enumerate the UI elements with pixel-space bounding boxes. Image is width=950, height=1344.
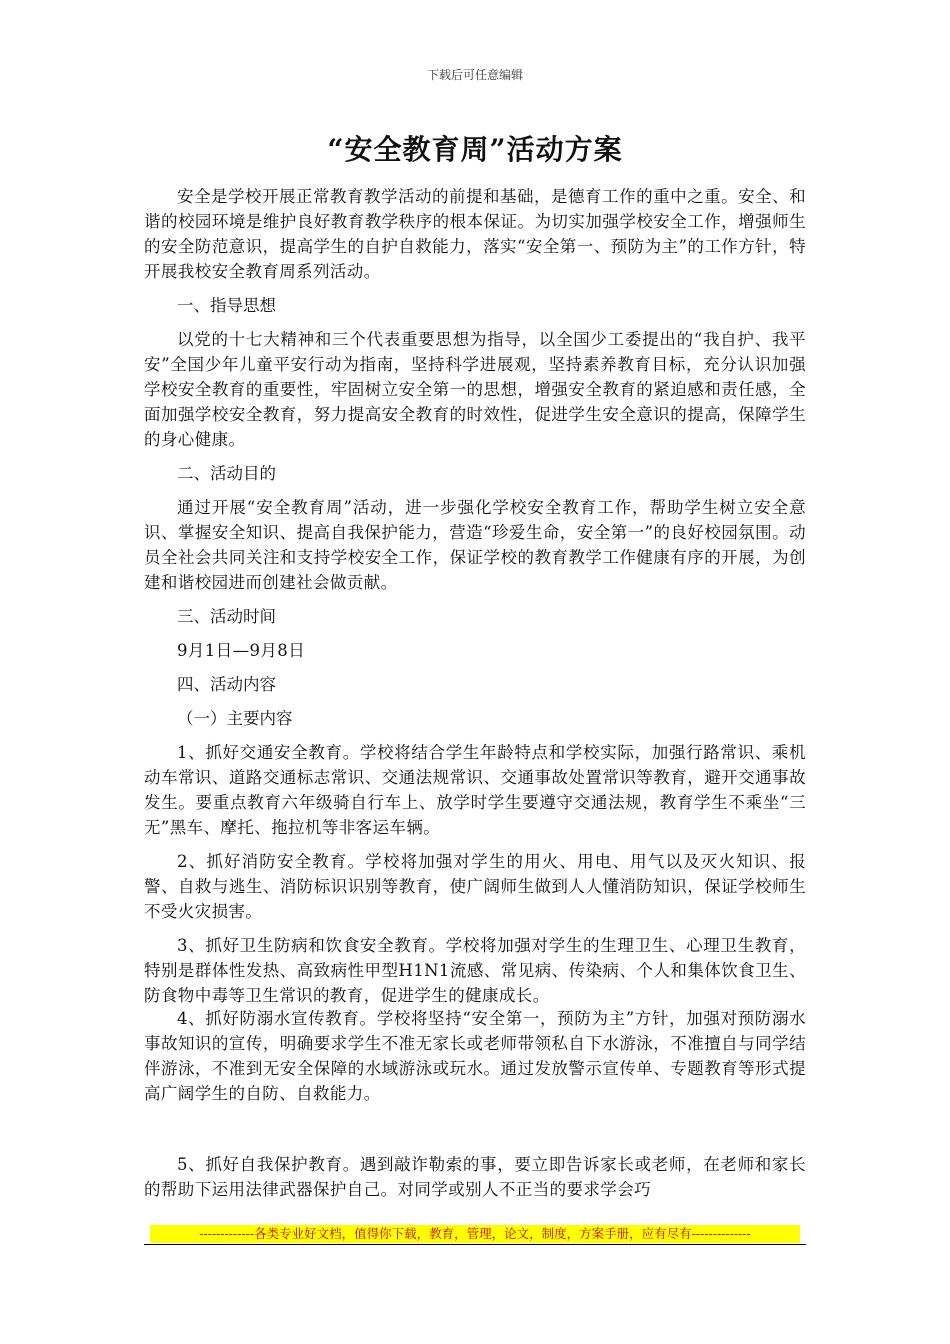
guiding-ideology-paragraph: 以党的十七大精神和三个代表重要思想为指导，以全国少工委提出的“我自护、我平安”全国少年儿童平安行动为指南，坚持科学进展观，坚持素养教育目标，充分认识加强学校安全教育的重要性，牢固树立安全第一的思想，增强安全教育的紧迫感和责任感，全面加强学校安全教育，努力提高安全教育的时效性，促进学生安全意识的提高，保障学生的身心健康。 bbox=[144, 330, 806, 449]
item-traffic-safety: 1、抓好交通安全教育。学校将结合学生年龄特点和学校实际，加强行路常识、乘机动车常识、道路交通标志常识、交通法规常识、交通事故处置常识等教育，避开交通事故发生。要重点教育六年级骑自行车上、放学时学生要遵守交通法规，教育学生不乘坐“三无”黑车、摩托、拖拉机等非客运车辆。 bbox=[144, 743, 806, 837]
item-drowning-prevention: 4、抓好防溺水宣传教育。学校将坚持“安全第一，预防为主”方针，加强对预防溺水事故知识的宣传，明确要求学生不准无家长或老师带领私自下水游泳，不准擅自与同学结伴游泳，不准到无安全保障的水域游泳或玩水。通过发放警示宣传单、专题教育等形式提高广阔学生的自防、自救能力。 bbox=[144, 1009, 806, 1103]
subheading-main-content: （一）主要内容 bbox=[177, 709, 293, 728]
section-heading-guiding-ideology: 一、指导思想 bbox=[177, 296, 276, 315]
intro-paragraph: 安全是学校开展正常教育教学活动的前提和基础，是德育工作的重中之重。安全、和谐的校园环境是维护良好教育教学秩序的根本保证。为切实加强学校安全工作，增强师生的安全防范意识，提高学生的自护自救能力，落实“安全第一、预防为主”的工作方针，特开展我校安全教育周系列活动。 bbox=[144, 187, 806, 281]
item-fire-safety: 2、抓好消防安全教育。学校将加强对学生的用火、用电、用气以及灭火知识、报警、自救与逃生、消防标识识别等教育，使广阔师生做到人人懂消防知识，保证学校师生不受火灾损害。 bbox=[144, 852, 806, 921]
item-self-protection: 5、抓好自我保护教育。遇到敲诈勒索的事，要立即告诉家长或老师，在老师和家长的帮助下运用法律武器保护自己。对同学或别人不正当的要求学会巧 bbox=[144, 1155, 806, 1199]
purpose-paragraph: 通过开展“安全教育周”活动，进一步强化学校安全教育工作，帮助学生树立安全意识、掌握安全知识、提高自我保护能力，营造“珍爱生命，安全第一”的良好校园氛围。动员全社会共同关注和支持学校安全工作，保证学校的教育教学工作健康有序的开展，为创建和谐校园进而创建社会做贡献。 bbox=[144, 498, 806, 592]
header-note: 下载后可任意编辑 bbox=[426, 68, 523, 82]
section-heading-time: 三、活动时间 bbox=[177, 607, 276, 626]
activity-dates: 9月1日—9月8日 bbox=[177, 641, 306, 660]
document-body bbox=[144, 184, 806, 1017]
document-body-continued bbox=[144, 1006, 806, 1115]
footer-divider bbox=[144, 1244, 806, 1245]
page-bottom-clip bbox=[144, 1152, 806, 1210]
section-heading-purpose: 二、活动目的 bbox=[177, 464, 276, 483]
item-health-food-safety: 3、抓好卫生防病和饮食安全教育。学校将加强对学生的生理卫生、心理卫生教育，特别是群体性发热、高致病性甲型H1N1流感、常见病、传染病、个人和集体饮食卫生、防食物中毒等卫生常识的教育，促进学生的健康成长。 bbox=[144, 936, 806, 1005]
document-title: “安全教育周”活动方案 bbox=[327, 133, 623, 166]
section-heading-content: 四、活动内容 bbox=[177, 675, 276, 694]
footer-banner: -------------各类专业好文档，值得你下载，教育，管理，论文，制度，方案手册，应有尽有-------------- bbox=[150, 1225, 800, 1243]
